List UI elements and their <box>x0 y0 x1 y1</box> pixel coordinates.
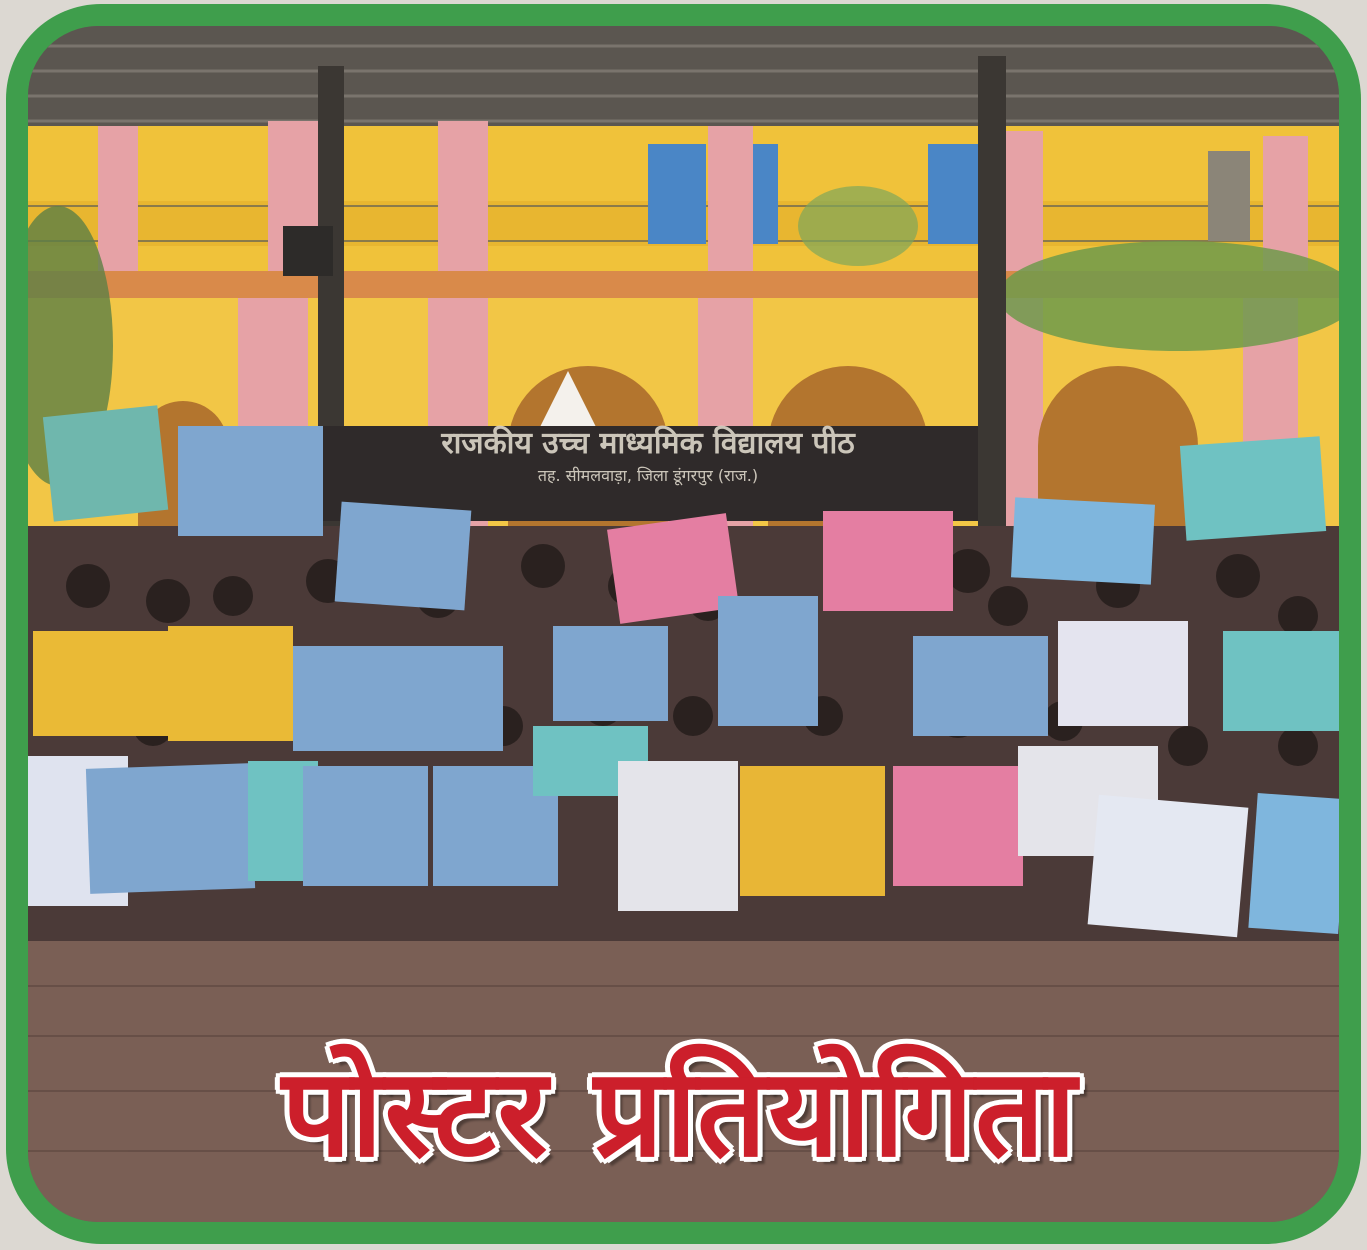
poster <box>1180 436 1326 541</box>
poster <box>303 766 428 886</box>
banner-address: तह. सीमलवाड़ा, जिला डूंगरपुर (राज.) <box>537 466 759 485</box>
poster <box>293 646 503 751</box>
poster <box>43 405 168 521</box>
loudspeaker <box>283 226 333 276</box>
poster <box>618 761 738 911</box>
poster <box>553 626 668 721</box>
banner-school-name: राजकीय उच्च माध्यमिक विद्यालय पीठ <box>441 426 855 461</box>
poster <box>86 763 255 894</box>
window <box>1208 151 1250 241</box>
poster <box>893 766 1023 886</box>
poster <box>1088 795 1249 938</box>
banner-text <box>323 424 973 494</box>
caption-title: पोस्टर प्रतियोगिता <box>281 1041 1079 1184</box>
poster <box>913 636 1048 736</box>
poster <box>1223 631 1339 731</box>
poster <box>740 766 885 896</box>
poster <box>718 596 818 726</box>
window <box>648 144 706 244</box>
poster <box>1058 621 1188 726</box>
poster <box>335 502 472 611</box>
poster <box>1248 793 1339 934</box>
poster <box>168 626 293 741</box>
poster <box>178 426 323 536</box>
poster <box>1011 497 1155 584</box>
poster <box>823 511 953 611</box>
shade-pole <box>978 56 1006 576</box>
